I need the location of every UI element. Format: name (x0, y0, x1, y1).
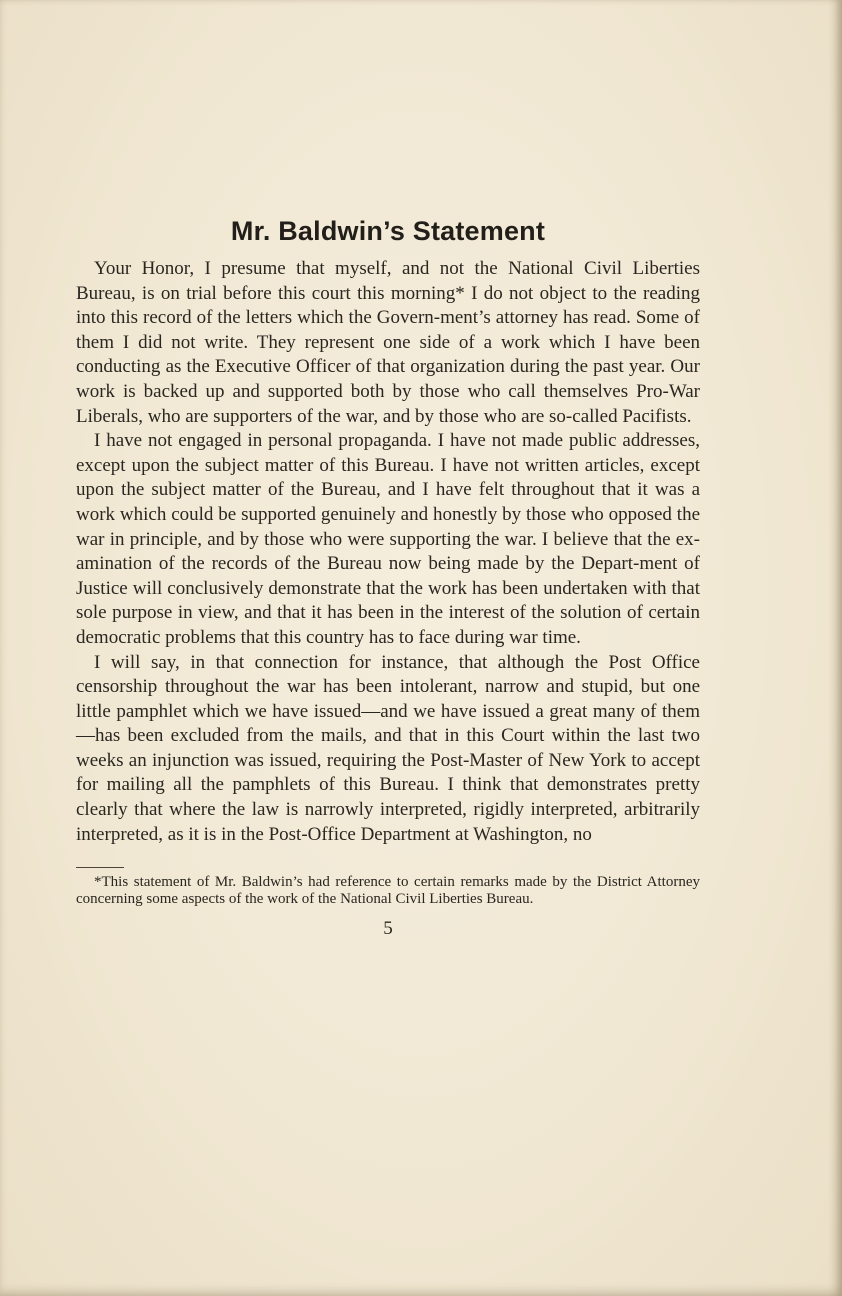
paragraph-1: Your Honor, I presume that myself, and not the National Civil Liberties Bureau, is on trial before this court this morning* I do not object to the reading into this record of the letters which the Govern-ment’s attorney has read. Some of them I did not write. They represent one side of a work which I have been conducting as the Executive Officer of that organization during the past year. Our work is backed up and supported both by those who call themselves Pro-War Liberals, who are supporters of the war, and by those who are so-called Pacifists. (76, 258, 700, 427)
paragraph-2: I have not engaged in personal propaganda. I have not made public addresses, except upon the subject matter of this Bureau. I have not written articles, except upon the subject matter of the Bureau, and I have felt throughout that it was a work which could be supported genuinely and honestly by those who opposed the war in principle, and by those who were supporting the war. I believe that the ex-amination of the records of the Bureau now being made by the Depart-ment of Justice will conclusively demonstrate that the work has been undertaken with that sole purpose in view, and that it has been in the interest of the solution of certain democratic problems that this country has to face during war time. (76, 430, 700, 648)
paragraph-3: I will say, in that connection for instance, that although the Post Office censorship throughout the war has been intolerant, narrow and stupid, but one little pamphlet which we have issued—and we have issued a great many of them—has been excluded from the mails, and that in this Court within the last two weeks an injunction was issued, requiring the Post-Master of New York to accept for mailing all the pamphlets of this Bureau. I think that demonstrates pretty clearly that where the law is narrowly interpreted, rigidly interpreted, arbitrarily interpreted, as it is in the Post-Office Department at Washington, no (76, 651, 700, 845)
page-number: 5 (383, 918, 393, 940)
page-title: Mr. Baldwin’s Statement (230, 216, 546, 246)
page-content (76, 216, 700, 940)
footnote: *This statement of Mr. Baldwin’s had reference to certain remarks made by the District Attorney concerning some aspects of the work of the National Civil Liberties Bureau. (76, 874, 700, 908)
footnote-divider (76, 867, 124, 868)
